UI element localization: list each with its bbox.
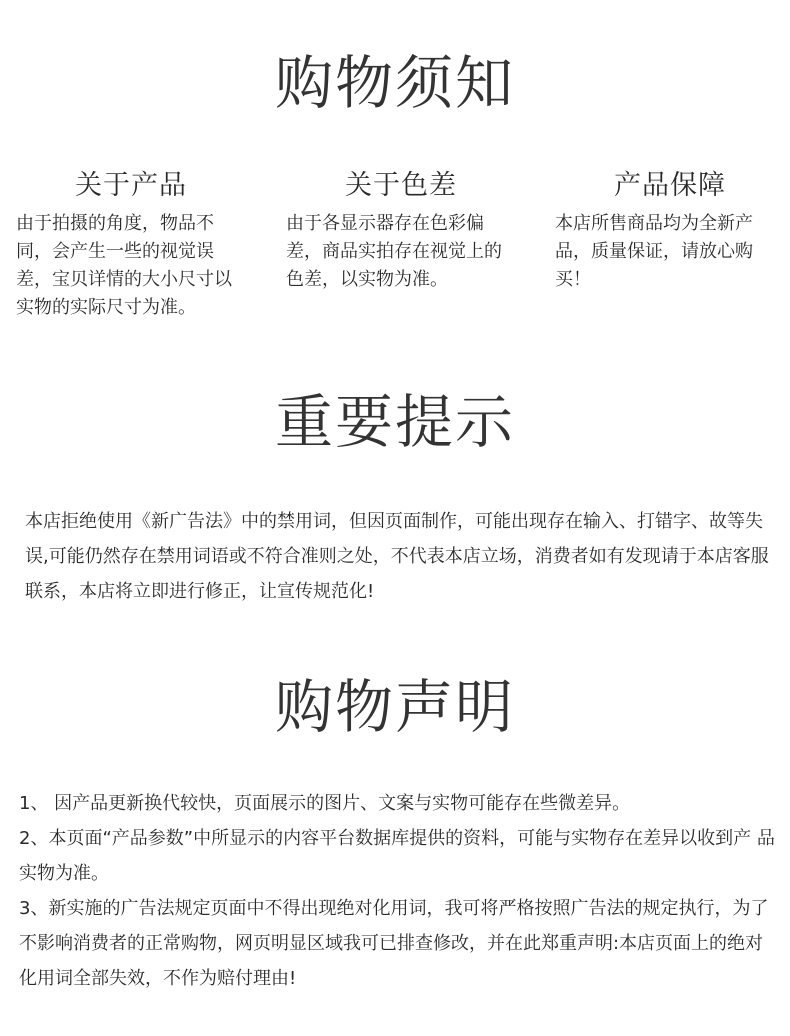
about-color-heading: 关于色差 (345, 170, 457, 201)
statement-item-3: 3、新实施的广告法规定页面中不得出现绝对化用词，我可将严格按照广告法的规定执行，为了不影响消费者的正常购物，网页明显区域我可已排查修改，并在此郑重声明:本店页面上的绝对化用词全部失效，不作为赔付理由! (19, 898, 769, 989)
important-tips-title: 重要提示 (274, 388, 515, 456)
statement-list (19, 786, 779, 996)
product-guarantee-heading: 产品保障 (614, 170, 726, 201)
shopping-notice-title: 购物须知 (274, 49, 515, 117)
about-color-column (286, 168, 516, 294)
about-product-column (16, 168, 246, 322)
statement-item-2: 2、本页面“产品参数”中所显示的内容平台数据库提供的资料，可能与实物存在差异以收到产 品实物为准。 (19, 828, 775, 884)
about-product-heading: 关于产品 (75, 170, 187, 201)
product-guarantee-column (555, 168, 785, 294)
statement-item-1: 1、 因产品更新换代较快，页面展示的图片、文案与实物可能存在些微差异。 (19, 793, 631, 814)
about-color-text: 由于各显示器存在色彩偏差，商品实拍存在视觉上的色差，以实物为准。 (286, 213, 502, 290)
product-guarantee-text: 本店所售商品均为全新产品，质量保证，请放心购买！ (555, 213, 753, 290)
important-tips-text: 本店拒绝使用《新广告法》中的禁用词，但因页面制作，可能出现存在输入、打错字、故等失误,可能仍然存在禁用词语或不符合准则之处，不代表本店立场，消费者如有发现请于本店客服联系，本店将立即进行修正，让宣传规范化! (25, 511, 769, 602)
about-product-text: 由于拍摄的角度，物品不同，会产生一些的视觉误差，宝贝详情的大小尺寸以实物的实际尺寸为准。 (16, 213, 232, 318)
shopping-statement-title: 购物声明 (274, 673, 515, 741)
